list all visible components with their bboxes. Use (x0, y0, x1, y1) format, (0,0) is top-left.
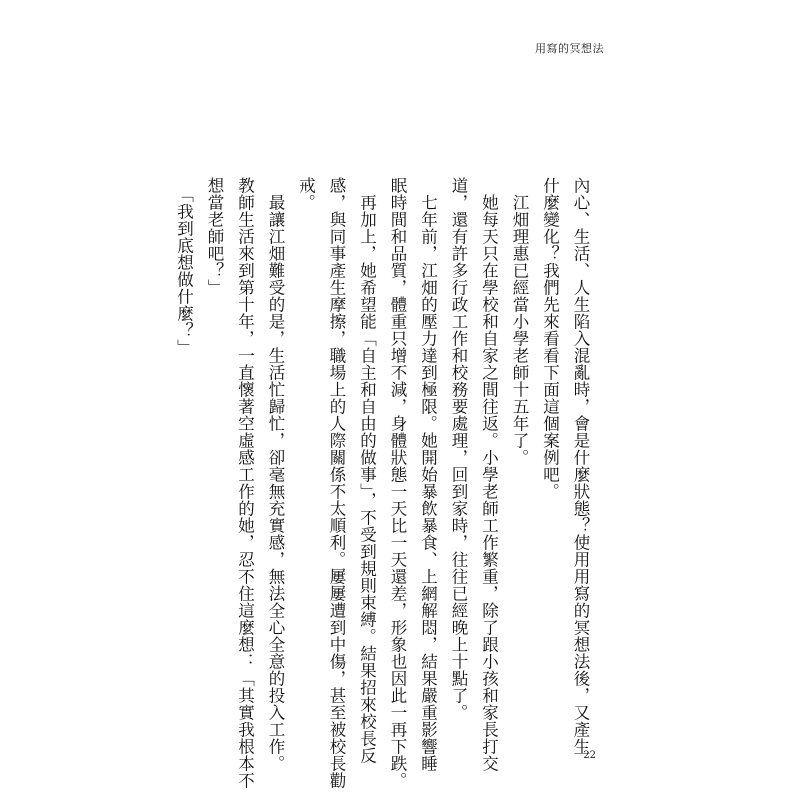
text-line-7: 眠時間和品質，體重只增不減，身體狀態一天比一天還差，形象也因此一再下跌。 (388, 177, 407, 789)
text-line-11: 最讓江畑難受的是，生活忙歸忙，卻毫無充實感，無法全心全意的投入工作。 (266, 177, 285, 772)
text-line-14: 「我到底想做什麼？」 (174, 177, 194, 356)
text-line-4: 她每天只在學校和自家之間往返。小學老師工作繁重，除了跟小孩和家長打交 (479, 177, 499, 772)
text-line-6: 七年前，江畑的壓力達到極限。她開始暴飲暴食、上網解悶，結果嚴重影響睡 (418, 177, 438, 772)
text-line-2: 什麼變化？我們先來看看下面這個案例吧。 (540, 177, 560, 500)
text-line-10: 戒。 (296, 177, 316, 211)
text-line-5: 道，還有許多行政工作和校務要處理，回到家時，往往已經晚上十點了。 (449, 177, 468, 721)
running-title: 用寫的冥想法 (535, 42, 604, 55)
text-line-3: 江畑理惠已經當小學老師十五年了。 (510, 177, 529, 466)
text-line-9: 感，與同事產生摩擦，職場上的人際關係不太順利。屢屢遭到中傷，甚至被校長勸 (327, 177, 346, 789)
text-line-13: 想當老師吧？」 (205, 177, 224, 296)
text-line-8: 再加上，她希望能「自主和自由的做事」，不受到規則束縛。結果招來校長反 (357, 177, 377, 764)
page-number: 22 (583, 750, 596, 761)
text-line-12: 教師生活來到第十年，一直懷著空虛感工作的她，忍不住這麼想：「其實我根本不 (235, 177, 255, 789)
text-line-1: 內心、生活、人生陷入混亂時，會是什麼狀態？使用用寫的冥想法後，又產生 (571, 177, 590, 755)
